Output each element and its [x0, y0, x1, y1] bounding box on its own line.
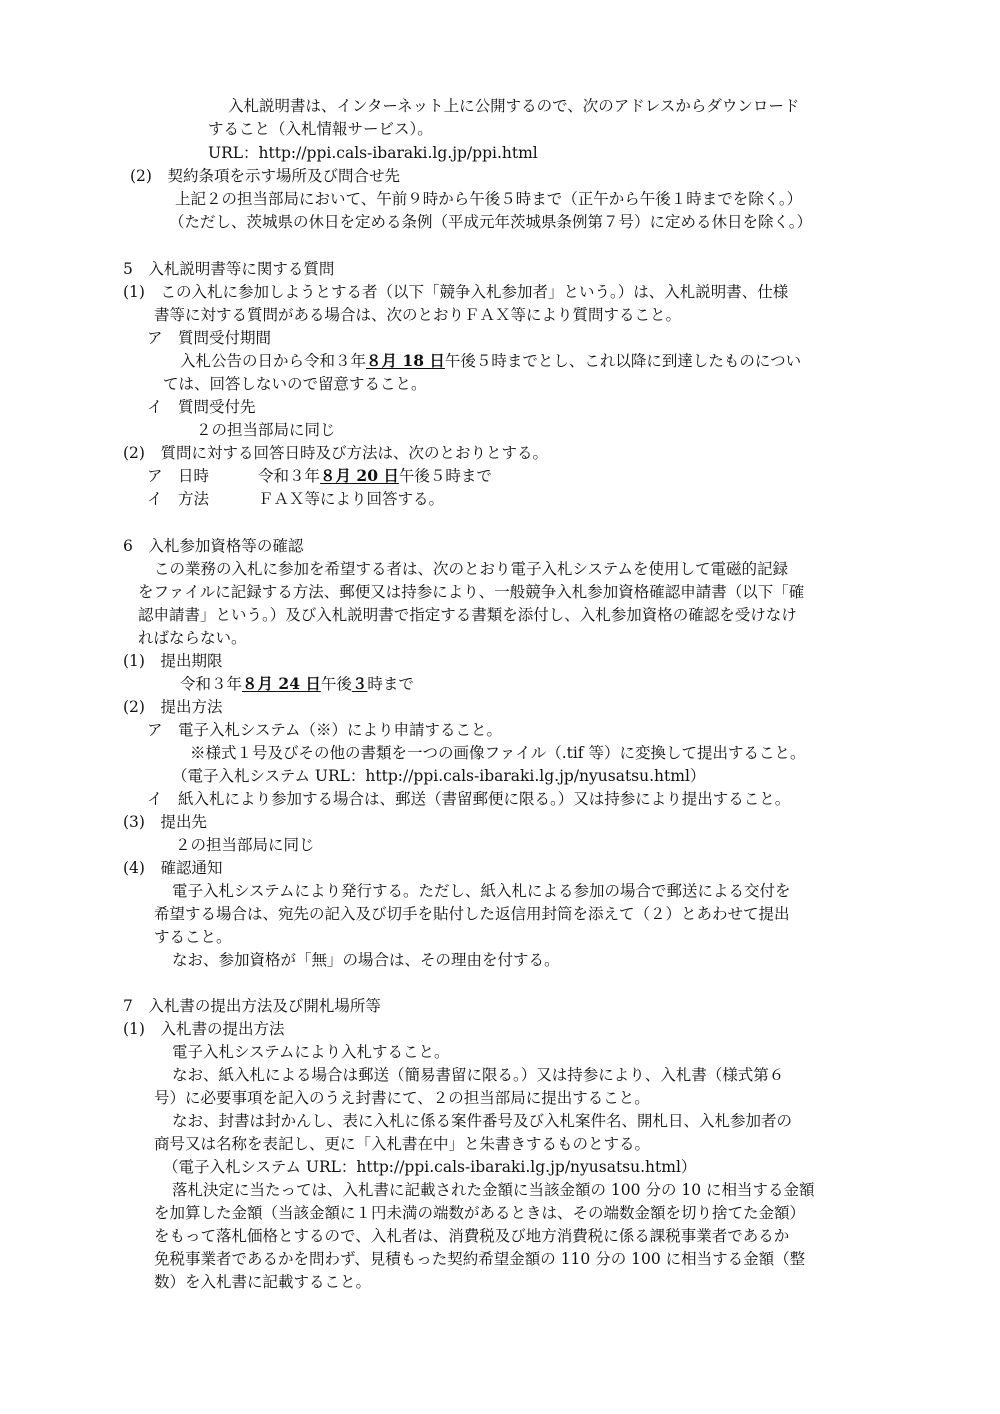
section-5-heading: 5 入札説明書等に関する質問 — [123, 260, 335, 278]
intro-line-2: すること（入札情報サービス）。 — [208, 120, 433, 138]
section-7-1-line-9: 免税事業者であるかを問わず、見積もった契約希望金額の 110 分の 100 に相当する金額（整 — [154, 1250, 806, 1268]
section-6-4-heading: (4) 確認通知 — [123, 859, 223, 877]
section-4-2-line-1: 上記２の担当部局において、午前９時から午後５時まで（正午から午後１時までを除く。） — [175, 190, 803, 208]
question-deadline-date: ８月 18 日 — [366, 351, 445, 370]
section-5-2-a-label: ア 日時 — [147, 467, 210, 485]
section-6-line-2: をファイルに記録する方法、郵便又は持参により、一般競争入札参加資格確認申請書（以下「確 — [138, 583, 805, 601]
section-6-line-3: 認申請書」という。）及び入札説明書で指定する書類を添付し、入札参加資格の確認を受けなけ — [138, 606, 797, 624]
section-7-1-line-5: 商号又は名称を表記し、更に「入札書在中」と朱書きするものとする。 — [154, 1135, 651, 1153]
section-7-1-line-6: 落札決定に当たっては、入札書に記載された金額に当該金額の 100 分の 10 に相当する金額 — [172, 1181, 815, 1199]
section-7-1-line-2: なお、紙入札による場合は郵送（簡易書留に限る。）又は持参により、入札書（様式第６ — [172, 1066, 785, 1084]
section-7-1-line-10: 数）を入札書に記載すること。 — [154, 1273, 372, 1291]
section-7-1-line-3: 号）に必要事項を記入のうえ封書にて、２の担当部局に提出すること。 — [154, 1089, 650, 1107]
section-6-2-a: ア 電子入札システム（※）により申請すること。 — [147, 721, 502, 739]
section-5-1-line-2: 書等に対する質問がある場合は、次のとおりＦＡＸ等により質問すること。 — [154, 306, 682, 324]
section-6-1-heading: (1) 提出期限 — [123, 652, 223, 670]
intro-url: URL：http://ppi.cals-ibaraki.lg.jp/ppi.html — [208, 144, 538, 162]
section-6-1-body: 令和３年８月 24 日午後３時まで — [180, 674, 414, 693]
section-6-2-note: ※様式１号及びその他の書類を一つの画像ファイル（.tif 等）に変換して提出すること。 — [190, 744, 806, 762]
section-7-1-line-7: を加算した金額（当該金額に１円未満の端数があるときは、その端数金額を切り捨てた金額） — [154, 1204, 806, 1222]
section-7-1-url: （電子入札システム URL：http://ppi.cals-ibaraki.lg.jp/nyusatsu.html） — [163, 1158, 697, 1176]
section-6-line-1: この業務の入札に参加を希望する者は、次のとおり電子入札システムを使用して電磁的記録 — [154, 560, 788, 578]
submission-deadline-hour: ３ — [351, 674, 368, 693]
section-6-4-line-2: 希望する場合は、宛先の記入及び切手を貼付した返信用封筒を添えて（２）とあわせて提出 — [154, 905, 790, 923]
section-6-3-heading: (3) 提出先 — [123, 813, 207, 831]
section-5-2-i-label: イ 方法 — [147, 490, 210, 508]
answer-date: ８月 20 日 — [320, 466, 399, 485]
section-6-3-body: ２の担当部局に同じ — [175, 836, 315, 854]
section-5-1-a-line-2: ては、回答しないので留意すること。 — [163, 375, 427, 393]
section-7-heading: 7 入札書の提出方法及び開札場所等 — [123, 997, 381, 1015]
section-5-1-a-line-1: 入札公告の日から令和３年８月 18 日午後５時までとし、これ以降に到達したものについ — [180, 351, 802, 370]
section-6-4-line-3: すること。 — [154, 928, 232, 946]
section-6-4-line-1: 電子入札システムにより発行する。ただし、紙入札による参加の場合で郵送による交付を — [172, 882, 791, 900]
section-6-2-heading: (2) 提出方法 — [123, 698, 223, 716]
section-5-1-a-heading: ア 質問受付期間 — [147, 329, 272, 347]
section-4-2-heading: (2) 契約条項を示す場所及び問合せ先 — [130, 167, 400, 185]
section-6-line-4: ればならない。 — [138, 629, 247, 647]
intro-line-1: 入札説明書は、インターネット上に公開するので、次のアドレスからダウンロード — [228, 97, 800, 115]
section-6-2-i: イ 紙入札により参加する場合は、郵送（書留郵便に限る。）又は持参により提出すること。 — [147, 790, 791, 808]
section-7-1-line-4: なお、封書は封かんし、表に入札に係る案件番号及び入札案件名、開札日、入札参加者の — [172, 1112, 793, 1130]
section-6-heading: 6 入札参加資格等の確認 — [123, 537, 304, 555]
section-6-2-url: （電子入札システム URL：http://ppi.cals-ibaraki.lg.jp/nyusatsu.html） — [172, 767, 706, 785]
section-4-2-line-2: （ただし、茨城県の休日を定める条例（平成元年茨城県条例第７号）に定める休日を除く。） — [169, 213, 812, 231]
section-5-2: (2) 質問に対する回答日時及び方法は、次のとおりとする。 — [123, 444, 548, 462]
section-7-1-line-1: 電子入札システムにより入札すること。 — [172, 1043, 450, 1061]
section-7-1-line-8: をもって落札価格とするので、入札者は、消費税及び地方消費税に係る課税事業者であるか — [154, 1227, 790, 1245]
section-5-1-i-body: ２の担当部局に同じ — [196, 421, 336, 439]
section-5-2-i-value: ＦＡＸ等により回答する。 — [258, 490, 445, 508]
section-5-2-a-value: 令和３年８月 20 日午後５時まで — [258, 466, 492, 485]
section-5-1-line-1: (1) この入札に参加しようとする者（以下「競争入札参加者」という。）は、入札説明書、仕様 — [123, 283, 789, 301]
section-7-1-heading: (1) 入札書の提出方法 — [123, 1020, 285, 1038]
section-6-4-line-4: なお、参加資格が「無」の場合は、その理由を付する。 — [172, 951, 560, 969]
section-5-1-i-heading: イ 質問受付先 — [147, 398, 256, 416]
submission-deadline-date: ８月 24 日 — [242, 674, 321, 693]
